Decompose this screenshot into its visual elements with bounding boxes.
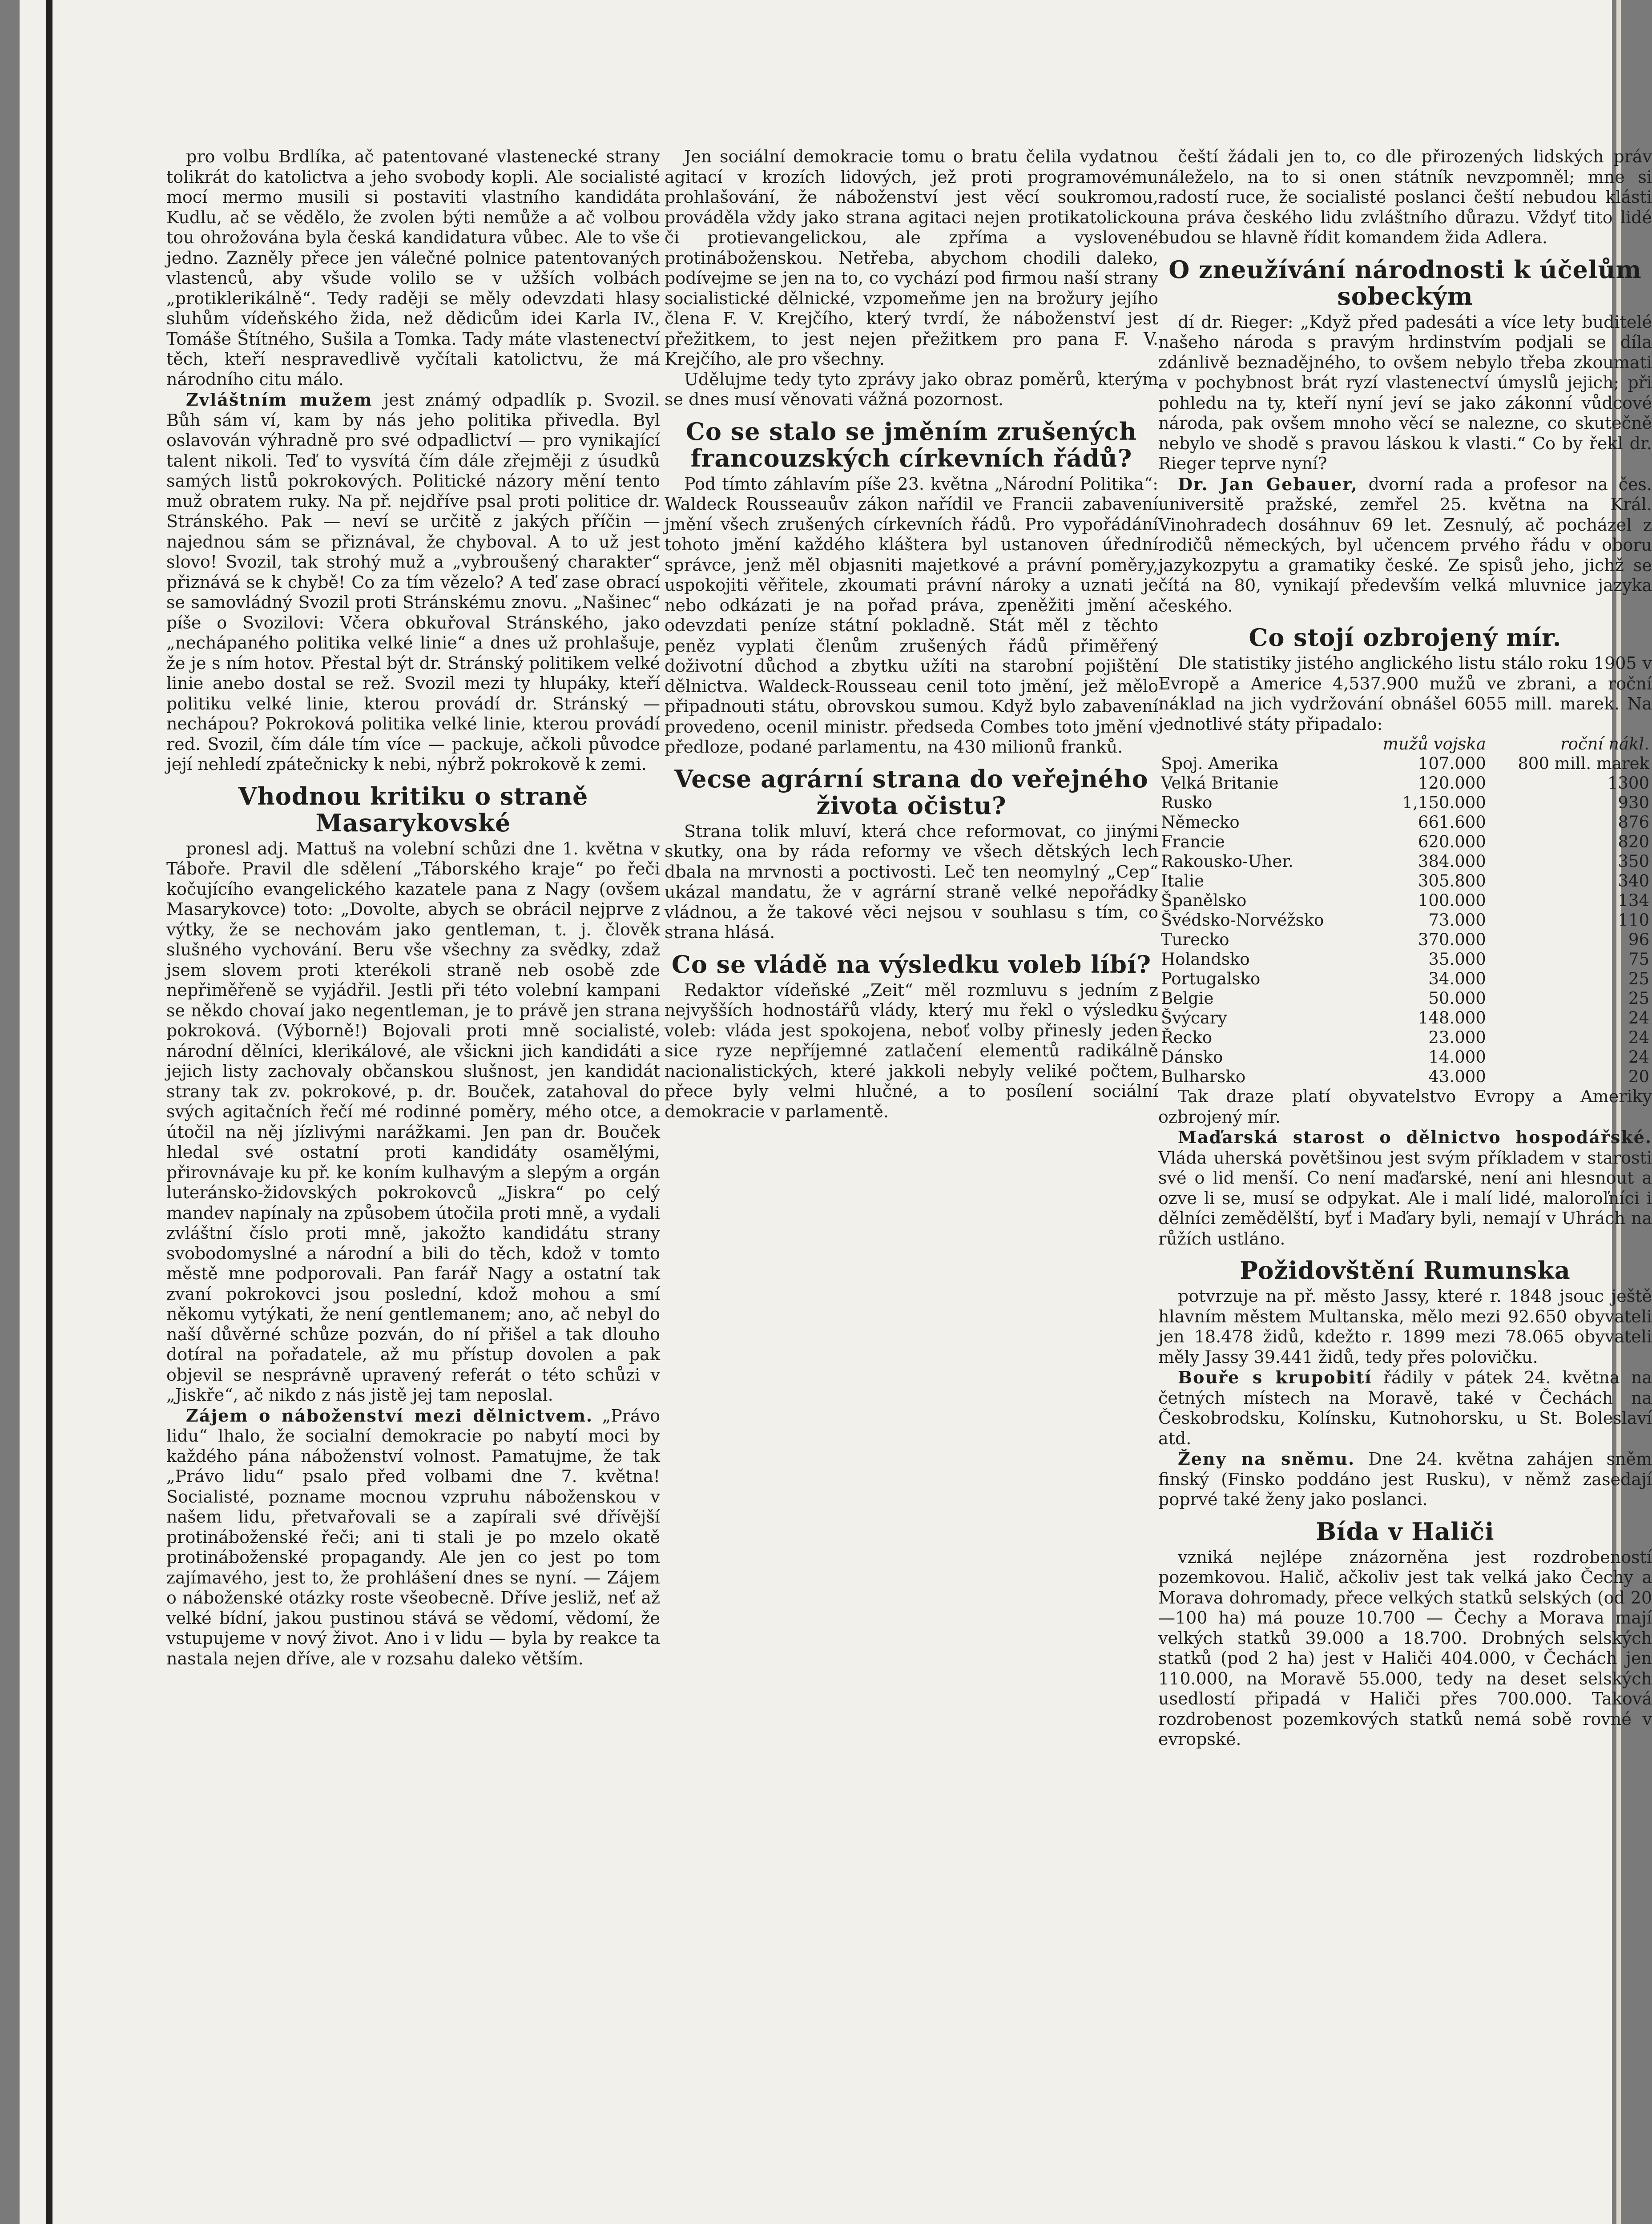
article-paragraph [1158,653,1652,734]
table-row [1158,969,1652,989]
table-row [1158,793,1652,813]
soldiers-count: 43.000 [1428,1067,1486,1086]
article-paragraph [1158,474,1652,616]
table-row [1158,989,1652,1008]
annual-cost: 75 [1628,950,1649,969]
annual-cost: 340 [1618,871,1649,890]
article-paragraph [665,147,1158,370]
table-header-cell: roční nákl. [1560,734,1649,753]
paragraph-text: Tak draze platí obyvatelstvo Evropy a Ameriky ozbrojený mír. [1158,1087,1652,1127]
table-row [1158,852,1652,871]
soldiers-count: 384.000 [1418,852,1486,871]
column-middle [665,147,1158,2224]
annual-cost: 134 [1618,891,1649,910]
article-paragraph [665,980,1158,1122]
soldiers-count: 50.000 [1428,989,1486,1008]
table-row [1158,832,1652,852]
country-name: Rusko [1161,793,1213,812]
article-heading: Co se vládě na výsledku voleb líbí? [671,950,1152,979]
soldiers-count: 23.000 [1428,1028,1486,1047]
annual-cost: 24 [1628,1028,1649,1047]
soldiers-count: 107.000 [1418,754,1486,773]
article-paragraph [1158,147,1652,248]
scan-edge-left [46,0,52,2224]
table-row [1158,950,1652,969]
table-row [1158,754,1652,774]
annual-cost: 800 mill. marek [1518,754,1649,773]
annual-cost: 25 [1628,969,1649,988]
article-paragraph [1158,1087,1652,1127]
article-paragraph [1158,1127,1652,1249]
soldiers-count: 370.000 [1418,930,1486,949]
soldiers-count: 73.000 [1428,911,1486,930]
paragraph-text: „Právo lidu“ lhalo, že socialní demokracie po nabytí moci by každého pána náboženství volnost. Pamatujme, že tak „Právo lidu“ psalo před volbami dne 7. května! Socialisté, pozname mocnou vzpruhu náboženskou v našem lidu, přetvařovali se a zapírali své dřívější protináboženské řeči; ani ti stali je po mzelo okatě protináboženské propagandy. Ale jen co jest po tom zajímavého, jest to, že prohlášení dnes se nyní. — Zájem o náboženské otázky roste všeobecně. Dříve jesliž, neť až velké bídní, jakou pustinou stává se vědomí, vědomí, že vstupujeme v nový život. Ano i v lidu — byla by reakce ta nastala nejen dříve, ale v rozsahu daleko větším. [166,1406,660,1668]
article-heading: Vecse agrární strana do veřejného života očistu? [674,764,1148,820]
article-paragraph [1158,1286,1652,1367]
column-right [1158,147,1652,2224]
soldiers-count: 34.000 [1428,969,1486,988]
table-row [1158,774,1652,793]
article-paragraph [1158,1547,1652,1750]
article-heading: O zneužívání národnosti k účelům sobeckým [1168,255,1642,310]
soldiers-count: 14.000 [1428,1048,1486,1067]
annual-cost: 820 [1618,832,1649,851]
annual-cost: 876 [1618,813,1649,832]
article-paragraph [665,474,1158,757]
article-heading: Bída v Haliči [1316,1517,1495,1546]
soldiers-count: 1,150.000 [1402,793,1486,812]
paragraph-text: Vláda uherská povětšinou jest svým příkladem v starosti své o lid menší. Co není maďarské, není ani hlesnout a ozve li se, musí se odpykat. Ale i malí lidé, maloroľníci i dělníci zemědělští, byť i Maďary byli, nemají v Uhrách na růžích ustláno. [1158,1148,1652,1249]
paragraph-text: Pod tímto záhlavím píše 23. května „Národní Politika“: Waldeck Rousseauův zákon nařídil ve Francii zabavení jmění všech zrušených církevních řádů. Pro vypořádání tohoto jmění každého kláštera byl ustanoven úřední správce, jenž měl objasniti majetkové a právní poměry, uspokojiti věřitele, zkoumati právní nároky a uznati je nebo odkázati je na pořad práva, zpeněžiti jmění a odevzdati peníze státní pokladně. Stát měl z těchto peněz vyplati členům zrušených řádů přiměřený doživotní důchod a zbytku užíti na starobní pojištění dělnictva. Waldeck-Rousseau cenil toto jmění, jež mělo připadnouti státu, obrovskou sumou. Když bylo zabavení provedeno, ocenil ministr. předseda Combes toto jmění v předloze, podané parlamentu, na 430 milionů franků. [665,474,1158,757]
paragraph-text: dí dr. Rieger: „Když před padesáti a více lety buditelé našeho národa s pravým hrdinstvím podjali se díla zdánlivě beznadějného, to ovšem nebylo třeba zkoumati a v pochybnost brát ryzí vlastenectví úmyslů jejich; při pohledu na ty, kteří nyní jeví se jako zákonní vůdcové národa, pak ovšem mnoho věcí se nalezne, co skutečně nebylo ve shodě s pravou láskou k vlasti.“ Co by řekl dr. Rieger teprve nyní? [1158,312,1652,473]
paragraph-kicker: Bouře s krupobití [1178,1367,1372,1387]
country-name: Bulharsko [1161,1067,1246,1086]
country-name: Velká Britanie [1161,774,1279,793]
annual-cost: 930 [1618,793,1649,812]
article-paragraph [166,1406,660,1669]
article-paragraph [166,839,660,1406]
article-heading: Požidovštění Rumunska [1240,1256,1571,1285]
country-name: Turecko [1161,930,1229,949]
table-row [1158,1048,1652,1067]
table-header-cell: mužů vojska [1382,734,1486,753]
article-paragraph [1158,312,1652,474]
article-paragraph [665,822,1158,943]
paragraph-text: řádily v pátek 24. května na četných místech na Moravě, také v Čechách na Českobrodsku, Kolínsku, Kutnohorsku, u St. Boleslaví atd. [1158,1368,1652,1448]
table-row [1158,871,1652,891]
paragraph-text: Strana tolik mluví, která chce reformovat, co jinými skutky, ona by ráda reformy ve všech dětských lech dbala na mrvnosti a poctivosti. Leč ten neomylný „Cep“ ukázal mandatu, že v agrární straně velké nepořádky vládnou, a že takové věci nejsou v souhlasu s tím, co strana hlásá. [665,821,1158,942]
country-name: Švédsko-Norvéžsko [1161,911,1324,930]
country-name: Dánsko [1161,1048,1223,1067]
table-row [1158,1067,1652,1087]
table-row [1158,1028,1652,1048]
annual-cost: 1300 [1607,774,1649,793]
paragraph-text: čeští žádali jen to, co dle přirozených lidských práv náleželo, na to si onen státník nevzpomněl; mne si radostí ruce, že socialisté poslanci čeští nebudou klásti na práva českého lidu zvláštního důrazu. Vždyť tito lidé budou se hlavně řídit komandem žida Adlera. [1158,147,1652,247]
table-row [1158,911,1652,930]
annual-cost: 20 [1628,1067,1649,1086]
country-name: Řecko [1161,1028,1213,1047]
country-name: Francie [1161,832,1225,851]
soldiers-count: 620.000 [1418,832,1486,851]
paragraph-kicker: Zájem o náboženství mezi dělnictvem. [186,1405,593,1426]
paragraph-kicker: Zvláštním mužem [186,390,373,410]
soldiers-count: 305.800 [1418,871,1486,890]
country-name: Portugalsko [1161,969,1261,988]
annual-cost: 350 [1618,852,1649,871]
table-row [1158,1008,1652,1028]
paragraph-kicker: Ženy na sněmu. [1178,1449,1355,1469]
country-name: Italie [1161,871,1205,890]
country-name: Belgie [1161,989,1214,1008]
paragraph-text: pronesl adj. Mattuš na volební schůzi dne 1. května v Táboře. Pravil dle sdělení „Táborského kraje“ po řeči kočujícího evangelického kazatele pana z Nagy (ovšem Masarykovce) toto: „Dovolte, abych se obrácil nejprve z výtky, že se nechovám jako gentleman, t. j. člověk slušného vychování. Beru vše všechny za svědky, zdaž jsem slovem proti kterékoli straně neb osobě zde nepřiměřeně se vyjádřil. Jestli při této volební kampani se někdo chovaí jako negentleman, je to právě jen strana pokroková. (Výborně!) Bojovali proti mně socialisté, národní dělníci, klerikálové, ale všickni jich kandidáti a jejich listy zachovaly občanskou slušnost, jen kandidát strany tak zv. pokrokové, p. dr. Bouček, zatahoval do svých agitačních řečí mé rodinné poměry, mého otce, a útočil na něj jízlivými narážkami. Jen pan dr. Bouček hledal své ostatní proti kandidáty osamělými, přirovnávaje ku př. ke koním kulhavým a slepým a orgán luteránsko-židovských pokrokovců „Jiskra“ po celý mandev napínaly na způsobem útočila proti mně, a vydali zvláštní číslo proti mně, jakožto kandidátu strany svobodomyslné a národní a bili do těch, kdož v tomto městě mne podporovali. Pan farář Nagy a ostatní tak zvaní pokrokovci jsou poslední, kdož mohou a smí někomu vytýkati, že není gentlemanem; ano, ač nebyl do naší důvěrné schůze pozván, do ní přišel a tak dlouho dotíral na pořadatele, až mu přístup dovolen a pak objevil se nesprávně upravený referát o této schůzi v „Jiskře“, ač nikdo z nás jistě jej tam neposlal. [166,838,660,1405]
paragraph-text: potvrzuje na př. město Jassy, které r. 1848 jsouc ještě hlavním městem Multanska, mělo mezi 92.650 obyvateli jen 18.478 židů, kdežto r. 1899 mezi 78.065 obyvateli měly Jassy 39.441 židů, tedy přes polovičku. [1158,1286,1652,1367]
table-row [1158,891,1652,911]
annual-cost: 96 [1628,930,1649,949]
annual-cost: 25 [1628,989,1649,1008]
table-header-cell [1158,734,1359,754]
table-row [1158,813,1652,832]
paragraph-text: Redaktor vídeňské „Zeit“ měl rozmluvu s jedním z nejvyšších hodnostářů vlády, který mu řekl o výsledku voleb: vláda jest spokojena, neboť volby přinesly jeden sice ryze nepříjemné zatlačení elementů radikálně nacionalistických, které jakkoli nebyly veliké počtem, přece byly velmi hlučné, a to posílení sociální demokracie v parlamentě. [665,980,1158,1121]
paragraph-text: Udělujme tedy tyto zprávy jako obraz poměrů, kterým se dnes musí věnovati vážná pozornost. [665,369,1158,409]
article-heading: Vhodnou kritiku o straně Masarykovské [238,782,588,837]
newspaper-page [20,0,1652,2224]
paragraph-text: Jen sociální demokracie tomu o bratu čelila vydatnou agitací v krozích lidových, jež proti programovému prohlašování, že náboženství jest věcí soukromou, prováděla vždy jako strana agitaci nejen protikatolickou či protievangelickou, ale zpříma a vyslovené protináboženskou. Netřeba, abychom chodili daleko, podívejme se jen na to, co vychází pod firmou naší strany socialistické dělnické, vzpomeňme jen na brožury jejího člena F. V. Krejčího, který tvrdí, že náboženství jest přežitkem, to jest nejen přežitkem pro pana F. V. Krejčího, ale pro všechny. [665,147,1158,369]
paragraph-text: pro volbu Brdlíka, ač patentované vlastenecké strany tolikrát do katolictva a jeho svobody kopli. Ale socialisté mocí mermo musili si postaviti vlastního kandidáta Kudlu, ač se vědělo, že zvolen býti nemůže a ač volbou tou ohrožována byla česká kandidatura vůbec. Ale to vše jedno. Zazněly přece jen válečné polnice patentovaných vlastenců, aby všude volilo se v užších volbách „protiklerikálně“. Tedy raději se měly odevzdati hlasy sluhům vídeňského žida, než dědicům idei Karla IV., Tomáše Štítného, Sušila a Tomka. Tady máte vlastenectví těch, kteří nespravedlivě vyčítali katolictvu, že má národního citu málo. [166,147,660,389]
soldiers-count: 100.000 [1418,891,1486,910]
soldiers-count: 148.000 [1418,1008,1486,1027]
country-name: Holandsko [1161,950,1250,969]
country-name: Rakousko-Uher. [1161,852,1293,871]
paragraph-text: Dne 24. května zahájen sněm finský (Finsko poddáno jest Rusku), v němž zasedají poprvé také ženy jako poslanci. [1158,1449,1652,1509]
paragraph-text: Dle statistiky jistého anglického listu stálo roku 1905 v Evropě a Americe 4,537.900 mužů ve zbrani, a roční náklad na jich vydržování obnášel 6055 mill. marek. Na jednotlivé státy připadalo: [1158,653,1652,734]
article-paragraph [1158,1367,1652,1449]
paragraph-text: vzniká nejlépe znázorněna jest rozdrobeností pozemkovou. Halič, ačkoliv jest tak velká jako Čechy a Morava dohromady, přece velkých statků selských (od 20—100 ha) má pouze 10.700 — Čechy a Morava mají velkých statků 39.000 a 18.700. Drobných selských statků (pod 2 ha) jest v Haliči 404.000, v Čechách jen 110.000, na Moravě 55.000, tedy na deset selských usedlostí připadá v Haliči přes 700.000. Taková rozdrobenost pozemkových statků nemá sobě rovné v evropské. [1158,1547,1652,1749]
soldiers-count: 35.000 [1428,950,1486,969]
article-paragraph [166,147,660,390]
article-paragraph [665,370,1158,410]
article-heading: Co se stalo se jměním zrušených francouzských církevních řádů? [685,417,1137,472]
paragraph-kicker: Dr. Jan Gebauer, [1178,474,1358,494]
country-name: Švýcary [1161,1008,1227,1027]
soldiers-count: 661.600 [1418,813,1486,832]
column-left [166,147,660,2224]
country-name: Německo [1161,813,1240,832]
country-name: Spoj. Amerika [1161,754,1279,773]
annual-cost: 24 [1628,1048,1649,1067]
table-row [1158,930,1652,950]
article-heading: Co stojí ozbrojený mír. [1249,623,1562,652]
annual-cost: 24 [1628,1008,1649,1027]
paragraph-text: jest známý odpadlík p. Svozil. Bůh sám ví, kam by nás jeho politika přivedla. Byl oslavován výhradně pro své odpadlictví — pro vynikající talent nikoli. Teď to vysvítá čím dále zřejměji z úsudků samých listů pokrokových. Politické názory mění tento muž obratem ruky. Na př. nejdříve psal proti politice dr. Stránského. Pak — neví se určitě z jakých příčin — najednou sám se přiznával, že chyboval. A to už jest slovo! Svozil, tak strohý muž a „vybroušený charakter“ přiznává se k chybě! Co za tím vězelo? A teď zase obrací se samovládný Svozil proti Stránskému znovu. „Našinec“ píše o Svozilovi: Včera obkuřoval Stránského, jako „nechápaného politika velké linie“ a dnes už prohlašuje, že je s ním hotov. Přestal být dr. Stránský politikem velké linie anebo dostal se rež. Svozil mezi ty hlupáky, kteří politiku velké linie, kterou provádí dr. Stránský — nechápou? Pokroková politika velké linie, kterou provádí red. Svozil, čím dále tím více — packuje, ačkoli původce její nehledí zpátečnicky k nebi, nýbrž pokrokově k zemi. [166,390,660,774]
paragraph-kicker: Maďarská starost o dělnictvo hospodářské. [1178,1127,1652,1147]
article-paragraph [166,390,660,775]
paragraph-text: dvorní rada a profesor na čes. universitě pražské, zemřel 25. května na Král. Vinohradech dosáhnuv 69 let. Zesnulý, ač pocházel z rodičů německých, byl učencem prvého řádu v oboru jazykozpytu a gramatiky české. Ze spisů jeho, jichž se čítá na 80, vynikají především velká mluvnice jazyka českého. [1158,474,1652,616]
article-paragraph [1158,1449,1652,1510]
annual-cost: 110 [1618,911,1649,930]
soldiers-count: 120.000 [1418,774,1486,793]
military-cost-table [1158,734,1652,1087]
country-name: Španělsko [1161,891,1247,910]
